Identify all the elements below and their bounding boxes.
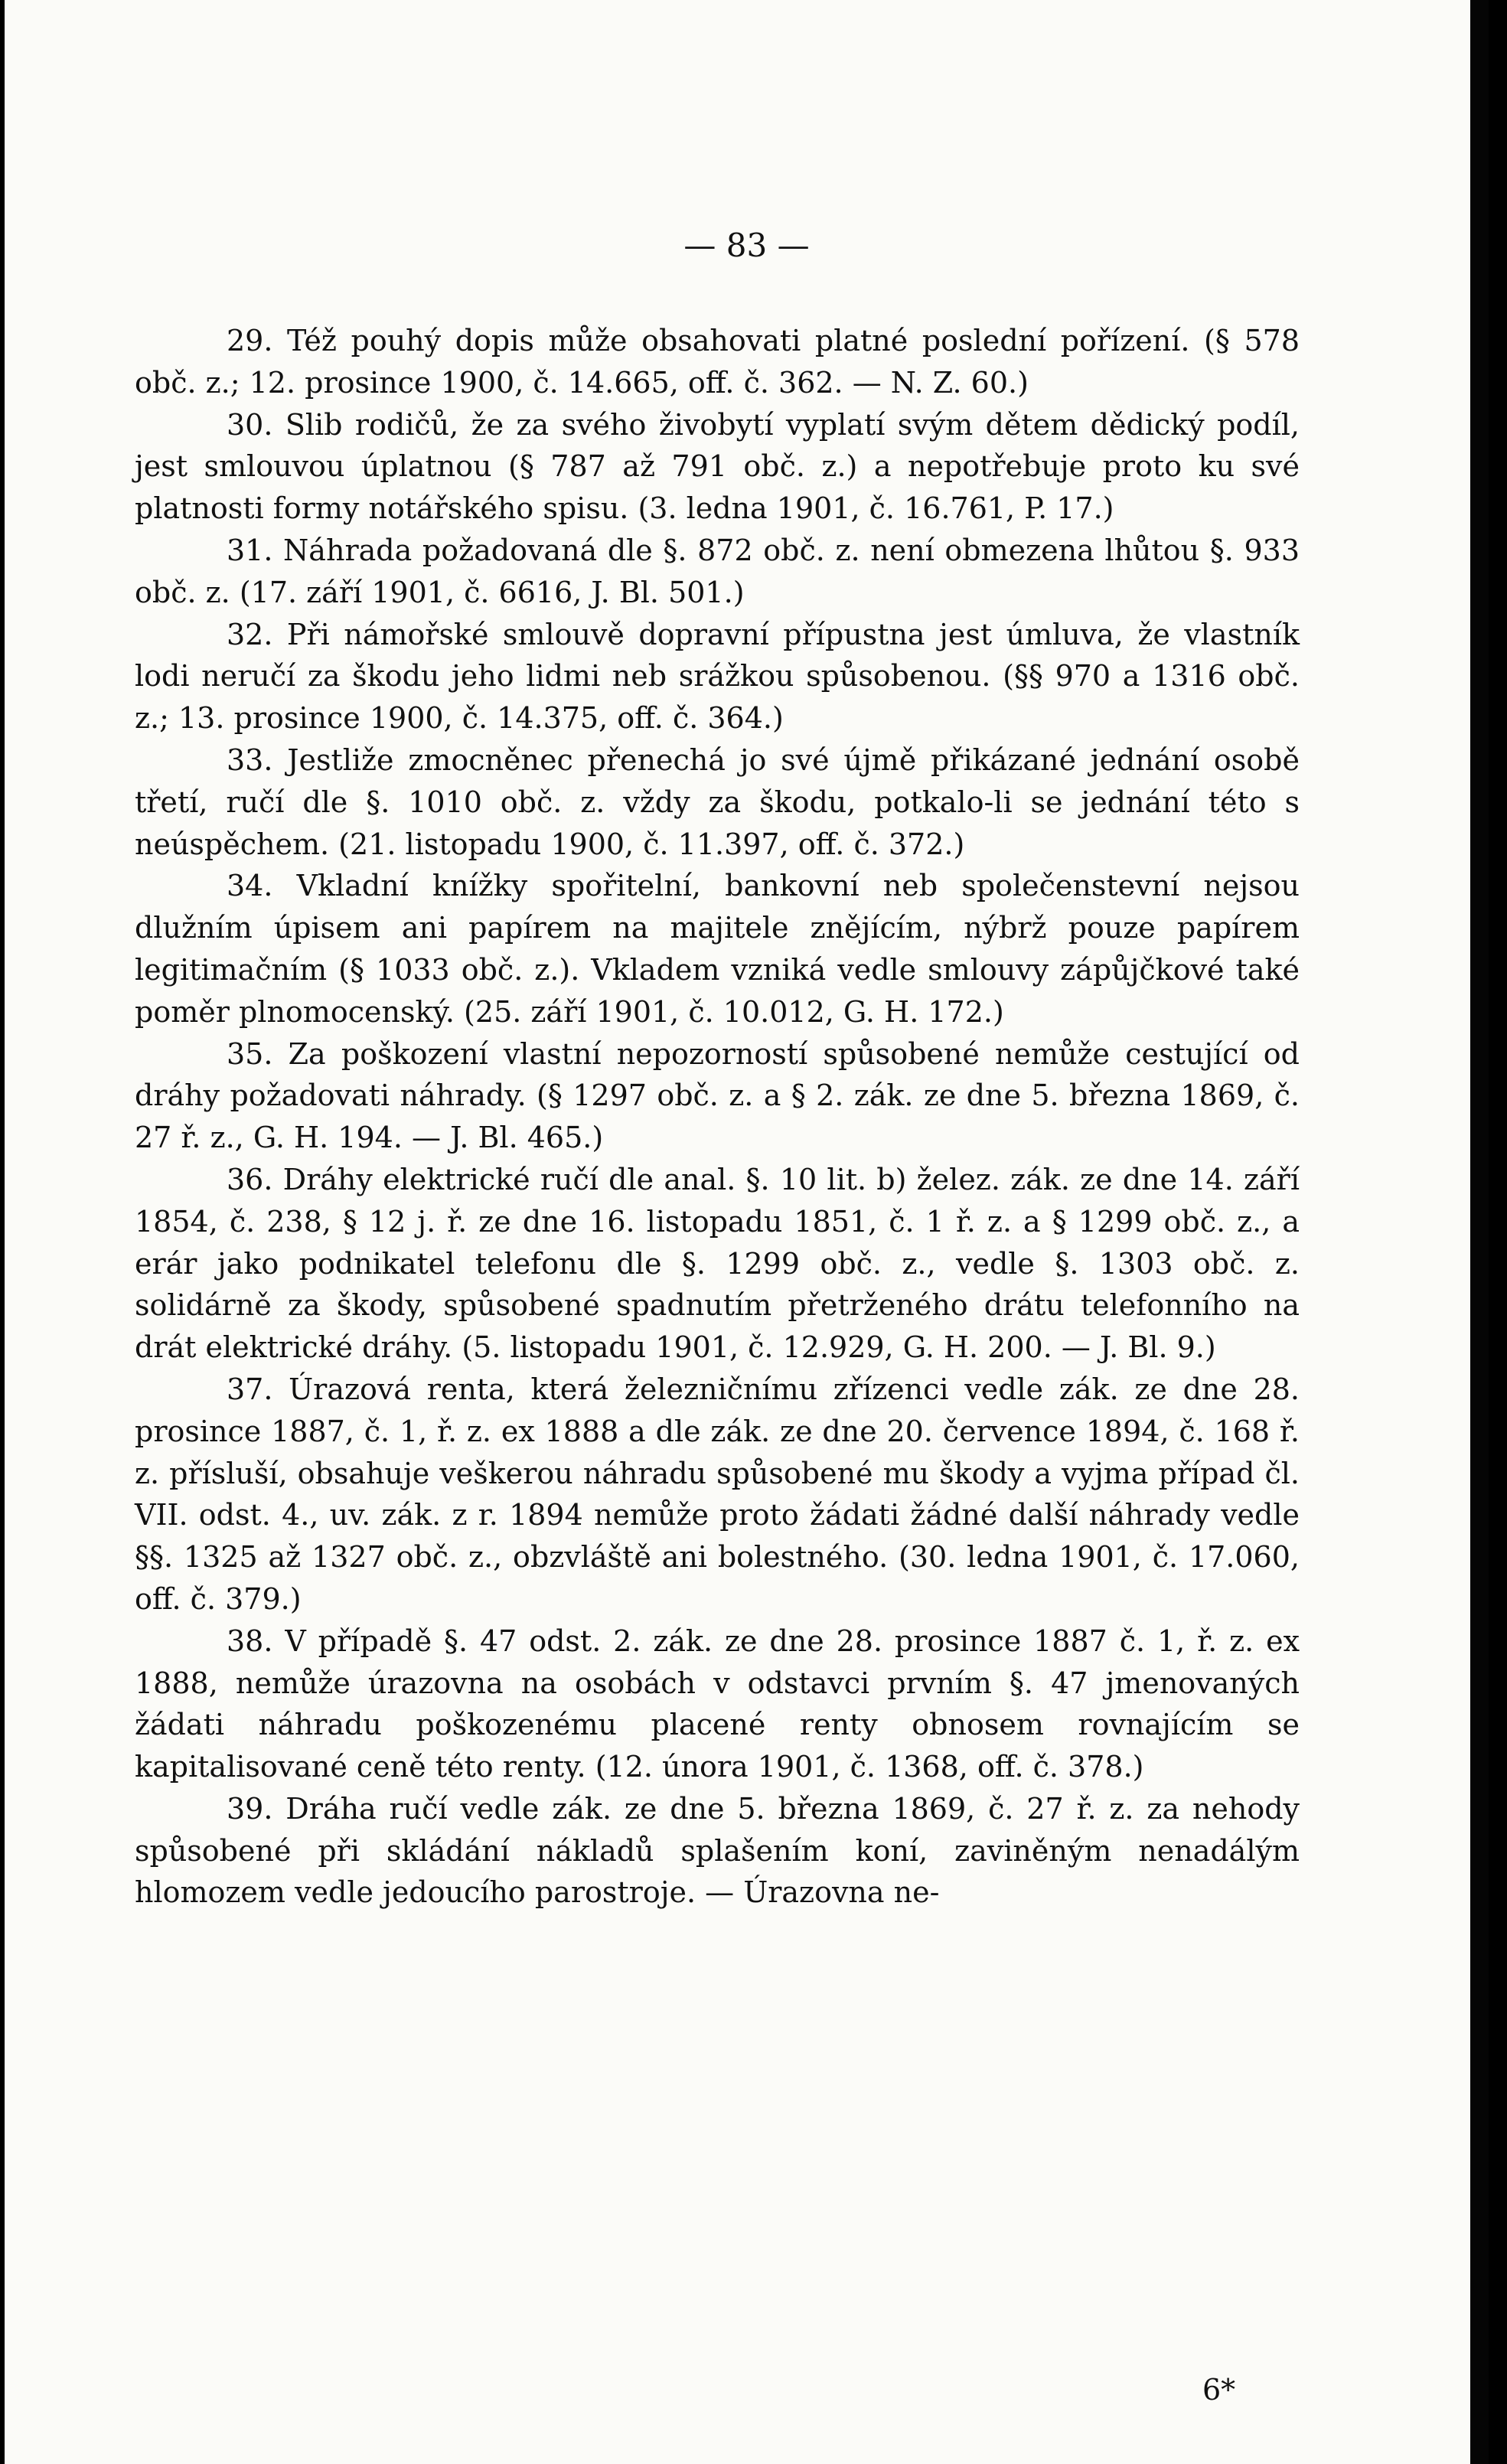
signature-mark: 6* (1202, 2373, 1236, 2407)
paragraph-33: 33. Jestliže zmocněnec přenechá jo své újmě přikázané jednání osobě třetí, ručí dle §. 1010 obč. z. vždy za škodu, potkalo-li se jednání této s neúspěchem. (21. listopadu 1900, č. 11.397, off. č. 372.) (135, 742, 1300, 861)
paragraph-30: 30. Slib rodičů, že za svého živobytí vyplatí svým dětem dědický podíl, jest smlouvou úplatnou (§ 787 až 791 obč. z.) a nepotřebuje proto ku své platnosti formy notářského spisu. (3. ledna 1901, č. 16.761, P. 17.) (135, 407, 1300, 526)
paragraph-35: 35. Za poškození vlastní nepozorností spůsobené nemůže cestující od dráhy požadovati náhrady. (§ 1297 obč. z. a § 2. zák. ze dne 5. března 1869, č. 27 ř. z., G. H. 194. — J. Bl. 465.) (135, 1036, 1300, 1155)
scan-edge (1470, 0, 1489, 2464)
paragraph-34: 34. Vkladní knížky spořitelní, bankovní neb společenstevní nejsou dlužním úpisem ani papírem na majitele znějícím, nýbrž pouze papírem legitimačním (§ 1033 obč. z.). Vkladem vzniká vedle smlouvy zápůjčkové také poměr plnomocenský. (25. září 1901, č. 10.012, G. H. 172.) (135, 869, 1300, 1029)
body-text (135, 320, 1300, 1914)
page-number: — 83 — (683, 227, 810, 264)
paragraph-38: 38. V případě §. 47 odst. 2. zák. ze dne 28. prosince 1887 č. 1, ř. z. ex 1888, nemůže úrazovna na osobách v odstavci prvním §. 47 jmenovaných žádati náhradu poškozenému placené renty obnosem rovnajícím se kapitalisované ceně této renty. (12. února 1901, č. 1368, off. č. 378.) (135, 1624, 1300, 1784)
paragraph-39: 39. Dráha ručí vedle zák. ze dne 5. března 1869, č. 27 ř. z. za nehody spůsobené při skládání nákladů splašením koní, zaviněným nenadálým hlomozem vedle jedoucího parostroje. — Úrazovna ne- (135, 1791, 1300, 1910)
paragraph-32: 32. Při námořské smlouvě dopravní přípustna jest úmluva, že vlastník lodi neručí za škodu jeho lidmi neb srážkou spůsobenou. (§§ 970 a 1316 obč. z.; 13. prosince 1900, č. 14.375, off. č. 364.) (135, 617, 1300, 736)
paragraph-31: 31. Náhrada požadovaná dle §. 872 obč. z. není obmezena lhůtou §. 933 obč. z. (17. září 1901, č. 6616, J. Bl. 501.) (135, 533, 1300, 609)
book-page (5, 0, 1489, 2464)
paragraph-36: 36. Dráhy elektrické ručí dle anal. §. 10 lit. b) želez. zák. ze dne 14. září 1854, č. 238, § 12 j. ř. ze dne 16. listopadu 1851, č. 1 ř. z. a § 1299 obč. z., a erár jako podnikatel telefonu dle §. 1299 obč. z., vedle §. 1303 obč. z. solidárně za škody, spůsobené spadnutím přetrženého drátu telefonního na drát elektrické dráhy. (5. listopadu 1901, č. 12.929, G. H. 200. — J. Bl. 9.) (135, 1162, 1300, 1365)
paragraph-37: 37. Úrazová renta, která železničnímu zřízenci vedle zák. ze dne 28. prosince 1887, č. 1, ř. z. ex 1888 a dle zák. ze dne 20. července 1894, č. 168 ř. z. přísluší, obsahuje veškerou náhradu spůsobené mu škody a vyjma případ čl. VII. odst. 4., uv. zák. z r. 1894 nemůže proto žádati žádné další náhrady vedle §§. 1325 až 1327 obč. z., obzvláště ani bolestného. (30. ledna 1901, č. 17.060, off. č. 379.) (135, 1372, 1300, 1616)
paragraph-29: 29. Též pouhý dopis může obsahovati platné poslední pořízení. (§ 578 obč. z.; 12. prosince 1900, č. 14.665, off. č. 362. — N. Z. 60.) (135, 324, 1300, 400)
